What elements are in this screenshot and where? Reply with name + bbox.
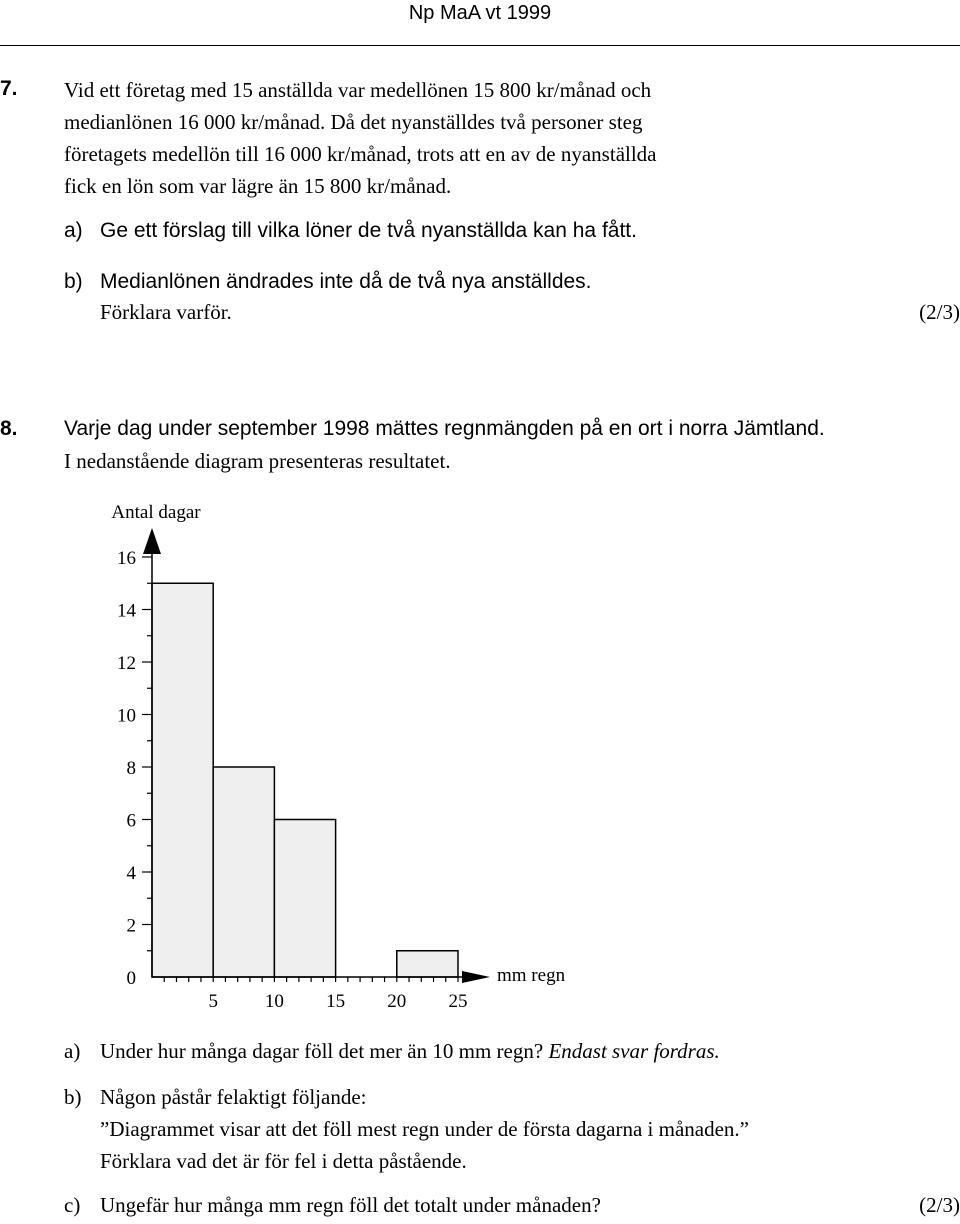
q8a-note: Endast svar fordras. bbox=[548, 1039, 720, 1063]
q7-points: (2/3) bbox=[919, 300, 960, 324]
histogram-bar bbox=[274, 820, 335, 978]
q8b-line-3: Förklara vad det är för fel i detta påstående. bbox=[100, 1149, 467, 1173]
page-header: Np MaA vt 1999 bbox=[408, 2, 552, 24]
q8a-label: a) bbox=[64, 1039, 81, 1063]
q8c-text: Ungefär hur många mm regn föll det totalt under månaden? bbox=[100, 1193, 601, 1217]
y-tick-label: 8 bbox=[126, 758, 136, 779]
q7b-label: b) bbox=[64, 270, 83, 293]
q7b-instruction: Förklara varför. bbox=[100, 300, 232, 324]
q8c-label: c) bbox=[64, 1193, 81, 1217]
q7-line-2: medianlönen 16 000 kr/månad. Då det nyanställdes två personer steg bbox=[64, 110, 643, 134]
y-tick-label: 4 bbox=[126, 863, 136, 884]
q8-line-2: I nedanstående diagram presenteras resultatet. bbox=[64, 449, 451, 473]
q7-intro bbox=[64, 74, 657, 202]
q8a-text bbox=[100, 1036, 720, 1066]
x-tick-label: 5 bbox=[208, 991, 218, 1012]
y-tick-label: 16 bbox=[117, 548, 136, 569]
q7-line-1: Vid ett företag med 15 anställda var medellönen 15 800 kr/månad och bbox=[64, 78, 652, 102]
y-tick-label: 12 bbox=[117, 653, 136, 674]
y-tick-label: 0 bbox=[126, 968, 136, 989]
histogram-bar bbox=[152, 583, 213, 977]
x-tick-label: 25 bbox=[448, 991, 468, 1012]
q8b-quote: ”Diagrammet visar att det föll mest regn under de första dagarna i månaden.” bbox=[100, 1117, 749, 1141]
x-axis-arrow bbox=[462, 971, 490, 983]
x-tick-label: 15 bbox=[326, 991, 346, 1012]
x-tick-label: 20 bbox=[387, 991, 407, 1012]
y-tick-label: 6 bbox=[126, 810, 136, 832]
q7a-text: Ge ett förslag till vilka löner de två nyanställda kan ha fått. bbox=[100, 219, 637, 242]
q7-line-3: företagets medellön till 16 000 kr/månad, trots att en av de nyanställda bbox=[64, 142, 657, 166]
y-tick-label: 2 bbox=[126, 915, 136, 937]
q7-line-4: fick en lön som var lägre än 15 800 kr/månad. bbox=[64, 174, 452, 198]
q8-number: 8. bbox=[0, 417, 18, 440]
q8b-label: b) bbox=[64, 1085, 82, 1109]
x-axis-title: mm regn bbox=[497, 965, 566, 986]
q8a-question: Under hur många dagar föll det mer än 10 mm regn? bbox=[100, 1039, 549, 1063]
x-tick-label: 10 bbox=[264, 991, 284, 1012]
header-rule bbox=[0, 45, 960, 46]
histogram-bar bbox=[213, 767, 274, 977]
q7b-text: Medianlönen ändrades inte då de två nya anställdes. bbox=[100, 270, 592, 293]
q8-points: (2/3) bbox=[919, 1193, 960, 1217]
rain-histogram bbox=[0, 480, 960, 1020]
q7-number: 7. bbox=[0, 77, 18, 100]
y-tick-label: 14 bbox=[117, 600, 136, 622]
q7a-label: a) bbox=[64, 219, 83, 242]
y-tick-label: 10 bbox=[117, 705, 136, 727]
y-axis-arrow bbox=[143, 528, 161, 554]
q8b-line-1: Någon påstår felaktigt följande: bbox=[100, 1085, 367, 1109]
histogram-bar bbox=[397, 951, 458, 977]
q8-line-1: Varje dag under september 1998 mättes regnmängden på en ort i norra Jämtland. bbox=[64, 417, 825, 440]
y-axis-title: Antal dagar bbox=[111, 502, 201, 523]
